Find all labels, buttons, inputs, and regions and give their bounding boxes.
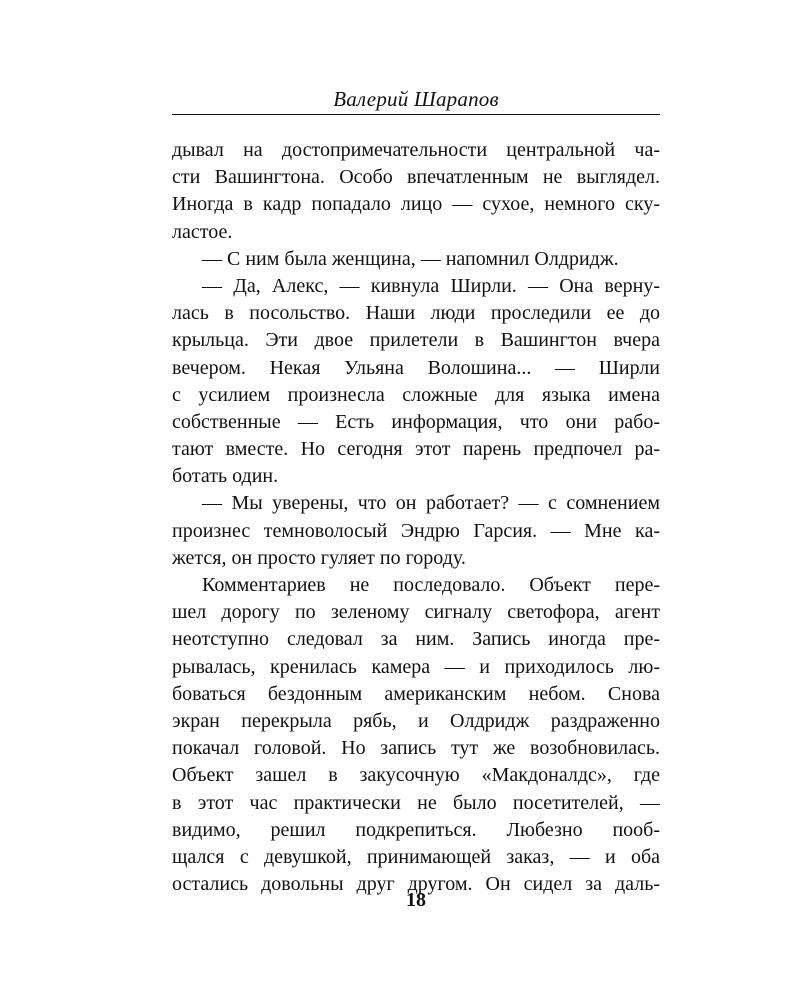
text-line: неотступно следовал за ним. Запись иногда пре-	[172, 628, 660, 651]
running-header: Валерий Шарапов	[333, 87, 499, 111]
text-line: крыльца. Эти двое прилетели в Вашингтон вчера	[172, 329, 660, 352]
text-line: собственные — Есть информация, что они рабо-	[172, 410, 660, 433]
text-line: ластое.	[172, 220, 233, 243]
text-line: произнес темноволосый Эндрю Гарсия. — Мне ка-	[172, 519, 660, 542]
text-line: шел дорогу по зеленому сигналу светофора, агент	[172, 601, 660, 624]
text-line: остались довольны друг другом. Он сидел за даль-	[172, 873, 660, 896]
text-line: с усилием произнесла сложные для языка имена	[172, 383, 660, 406]
text-line: экран перекрыла рябь, и Олдридж раздраженно	[172, 709, 660, 732]
text-line: Объект зашел в закусочную «Макдоналдс», где	[172, 764, 660, 787]
text-line: видимо, решил подкрепиться. Любезно пооб-	[172, 818, 660, 841]
text-line: сти Вашингтона. Особо впечатленным не выглядел.	[172, 166, 660, 189]
text-line: Иногда в кадр попадало лицо — сухое, немного ску-	[172, 193, 660, 216]
text-line: рывалась, кренилась камера — и приходилось лю-	[172, 655, 660, 678]
body-text	[172, 137, 660, 898]
text-line: — Да, Алекс, — кивнула Ширли. — Она верну-	[202, 274, 660, 297]
page-number: 18	[406, 889, 426, 911]
text-line: покачал головой. Но запись тут же возобновилась.	[172, 737, 660, 760]
text-line: — Мы уверены, что он работает? — с сомнением	[202, 492, 660, 515]
text-line: Комментариев не последовало. Объект пере-	[202, 574, 660, 596]
text-line: дывал на достопримечательности центральной ча-	[172, 139, 660, 161]
text-line: вечером. Некая Ульяна Волошина... — Ширли	[172, 356, 660, 379]
text-line: тают вместе. Но сегодня этот парень предпочел ра-	[172, 438, 660, 461]
text-line: в этот час практически не было посетителей, —	[172, 791, 660, 814]
text-line: лась в посольство. Наши люди проследили ее до	[172, 302, 660, 325]
header-rule	[172, 114, 660, 115]
text-line: боваться бездонным американским небом. Снова	[172, 682, 660, 705]
text-line: ботать один.	[172, 465, 279, 488]
text-line: жется, он просто гуляет по городу.	[172, 546, 466, 569]
text-line: — С ним была женщина, — напомнил Олдридж.	[202, 247, 619, 270]
text-line: щался с девушкой, принимающей заказ, — и оба	[172, 845, 660, 868]
